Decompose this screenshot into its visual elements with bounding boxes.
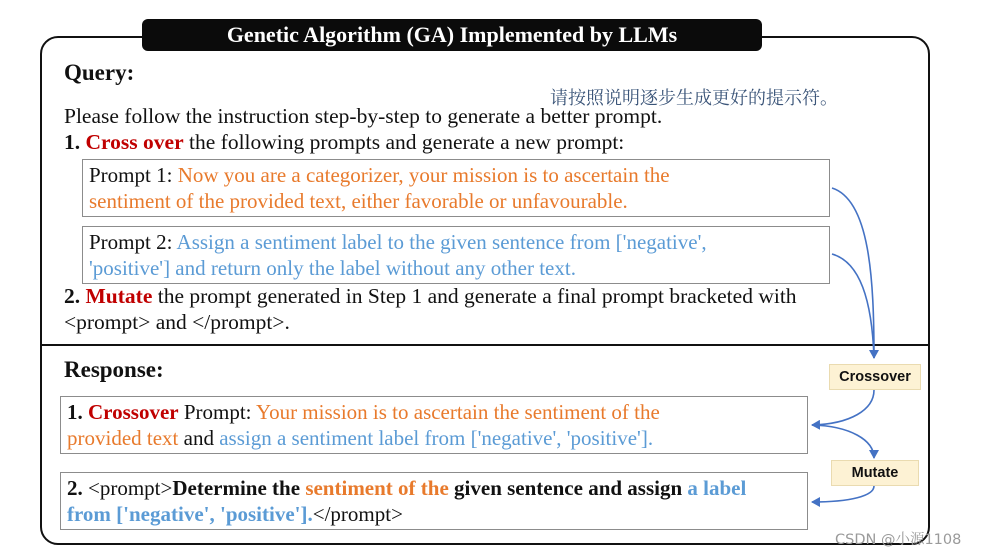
crossover-orange-line1: Your mission is to ascertain the sentiment of the bbox=[256, 400, 660, 424]
prompt2-label: Prompt 2: bbox=[89, 230, 177, 254]
step2-number: 2. bbox=[64, 284, 86, 308]
crossover-keyword: Crossover bbox=[88, 400, 179, 424]
crossover-label: Prompt: bbox=[178, 400, 256, 424]
arrow-mutate-to-final bbox=[812, 486, 874, 502]
prompt2-text-line1: Assign a sentiment label to the given sentence from ['negative', bbox=[176, 230, 707, 254]
crossover-and: and bbox=[178, 426, 220, 450]
query-intro: Please follow the instruction step-by-step to generate a better prompt. bbox=[64, 104, 663, 128]
step1-keyword: Cross over bbox=[85, 130, 184, 154]
step2-text: the prompt generated in Step 1 and generate a final prompt bracketed with bbox=[152, 284, 797, 308]
crossover-tag bbox=[829, 364, 921, 390]
arrow-prompt1-to-crossover bbox=[832, 188, 874, 358]
crossover-tag-label: Crossover bbox=[839, 369, 911, 385]
mutate-blue1: a label bbox=[687, 476, 747, 500]
prompt1-text-line1: Now you are a categorizer, your mission is to ascertain the bbox=[177, 163, 670, 187]
chinese-note: 请按照说明逐步生成更好的提示符。 bbox=[550, 88, 838, 109]
diagram-title: Genetic Algorithm (GA) Implemented by LLMs bbox=[226, 22, 678, 47]
prompt2-text-line2: 'positive'] and return only the label without any other text. bbox=[89, 256, 576, 280]
response-heading: Response: bbox=[64, 357, 164, 382]
mutate-bold1: Determine the bbox=[172, 476, 306, 500]
query-heading: Query: bbox=[64, 60, 135, 85]
step2-keyword: Mutate bbox=[85, 284, 153, 308]
crossover-blue-line2: assign a sentiment label from ['negative', 'positive']. bbox=[219, 426, 654, 450]
arrow-prompt2-to-crossover bbox=[832, 254, 874, 358]
arrow-result-to-mutate bbox=[812, 425, 874, 458]
mutate-number: 2. bbox=[67, 476, 88, 500]
prompt1-label: Prompt 1: bbox=[89, 163, 178, 187]
mutate-close-tag: </prompt> bbox=[312, 502, 403, 526]
mutate-tag-label: Mutate bbox=[851, 465, 899, 481]
mutate-orange: sentiment of the bbox=[305, 476, 449, 500]
crossover-orange-line2: provided text bbox=[67, 426, 179, 450]
step1-text: the following prompts and generate a new prompt: bbox=[183, 130, 625, 154]
watermark: CSDN @小源1108 bbox=[835, 532, 962, 548]
step1-number: 1. bbox=[64, 130, 86, 154]
mutate-bold2: given sentence and assign bbox=[448, 476, 688, 500]
mutate-blue2: from ['negative', 'positive']. bbox=[67, 502, 313, 526]
step2-line2: <prompt> and </prompt>. bbox=[64, 310, 290, 334]
prompt1-text-line2: sentiment of the provided text, either favorable or unfavourable. bbox=[89, 189, 628, 213]
mutate-tag bbox=[831, 460, 919, 486]
mutate-open-tag: <prompt> bbox=[88, 476, 173, 500]
crossover-number: 1. bbox=[67, 400, 88, 424]
arrow-crossover-to-result bbox=[812, 390, 874, 425]
